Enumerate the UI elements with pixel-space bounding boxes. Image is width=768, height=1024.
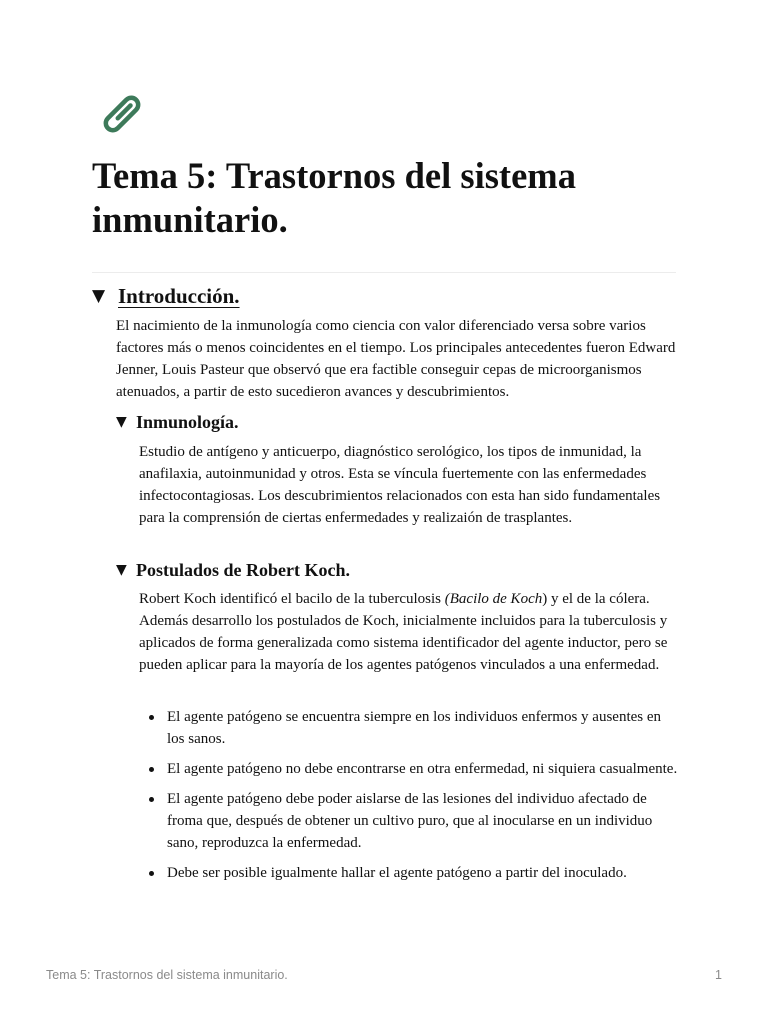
list-item-text: El agente patógeno no debe encontrarse en otra enfermedad, ni siquiera casualmente. — [167, 761, 678, 777]
list-item — [139, 788, 679, 854]
koch-text-italic: (Bacilo de Koch — [444, 591, 543, 607]
heading-introduccion: Introducción. — [118, 283, 240, 308]
toggle-heading-postulados-koch[interactable] — [116, 558, 350, 582]
list-item — [139, 706, 679, 750]
triangle-down-icon[interactable]: ▼ — [116, 414, 127, 430]
footer-title: Tema 5: Trastornos del sistema inmunitario. — [46, 968, 288, 982]
title-divider — [92, 272, 676, 273]
list-item-text: Debe ser posible igualmente hallar el agente patógeno a partir del inoculado. — [167, 865, 627, 881]
toggle-heading-introduccion[interactable] — [92, 280, 240, 312]
list-item — [139, 862, 679, 884]
paragraph-postulados-koch — [139, 588, 679, 676]
triangle-down-icon[interactable]: ▼ — [116, 562, 127, 578]
list-item — [139, 758, 679, 780]
paragraph-introduccion: El nacimiento de la inmunología como ciencia con valor diferenciado versa sobre varios factores más o menos coincidentes en el tiempo. Los principales antecedentes fueron Edward Jenner, Louis Pasteur que observó que era factible conseguir cepas de microorganismos atenuados, a partir de esto sucedieron avances y descubrimientos. — [116, 318, 676, 400]
bullet-dot — [149, 715, 154, 720]
paperclip-icon — [100, 92, 144, 136]
postulados-list — [139, 706, 679, 892]
paragraph-inmunologia: Estudio de antígeno y anticuerpo, diagnóstico serológico, los tipos de inmunidad, la anafilaxia, autoinmunidad y otros. Esta se víncula fuertemente con las enfermedades infectocontagiosas. Los descubrimientos relacionados con esta han sido fundamentales para la comprensión de ciertas enfermedades y realizaión de trasplantes. — [139, 444, 661, 526]
bullet-dot — [149, 797, 154, 802]
heading-inmunologia: Inmunología. — [136, 411, 239, 432]
list-item-text: El agente patógeno se encuentra siempre en los individuos enfermos y ausentes en los sanos. — [167, 709, 662, 747]
bullet-dot — [149, 767, 154, 772]
toggle-heading-inmunologia[interactable] — [116, 410, 239, 434]
footer-page-number: 1 — [715, 968, 722, 982]
bullet-dot — [149, 871, 154, 876]
koch-text-after: ) y el de la cólera. Además desarrollo los postulados de Koch, inicialmente incluidos para la tuberculosis y aplicados de forma generalizada como sistema identificador del agente inductor, pero se pueden aplicar para la mayoría de los agentes patógenos vinculados a una enfermedad. — [139, 591, 668, 673]
heading-postulados-koch: Postulados de Robert Koch. — [136, 559, 351, 580]
triangle-down-icon[interactable]: ▼ — [92, 286, 106, 306]
koch-text-before: Robert Koch identificó el bacilo de la tuberculosis — [139, 591, 445, 607]
list-item-text: El agente patógeno debe poder aislarse de las lesiones del individuo afectado de froma que, después de obtener un cultivo puro, que al inocularse en un individuo sano, reproduzca la enfermedad. — [167, 791, 653, 851]
page-title: Tema 5: Trastornos del sistema inmunitario. — [92, 155, 576, 240]
